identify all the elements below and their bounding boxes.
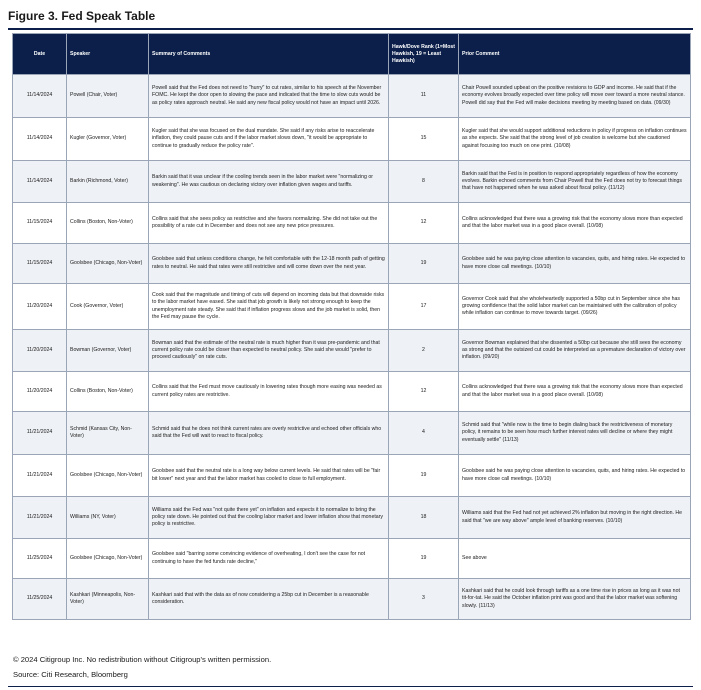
rank-cell: 12: [389, 372, 459, 412]
date-cell: 11/25/2024: [13, 539, 67, 579]
date-cell: 11/20/2024: [13, 372, 67, 412]
table-row: [13, 284, 691, 330]
table-row: [13, 330, 691, 372]
fed-speak-table-wrapper: [12, 33, 690, 620]
rank-cell: 19: [389, 455, 459, 497]
summary-cell: Collins said that the Fed must move cautiously in lowering rates though more easing was needed as current policy rates are restrictive.: [149, 372, 389, 412]
speaker-cell: Kashkari (Minneapolis, Non-Voter): [67, 579, 149, 620]
rank-cell: 11: [389, 75, 459, 118]
date-cell: 11/21/2024: [13, 497, 67, 539]
table-row: [13, 75, 691, 118]
rank-cell: 12: [389, 203, 459, 244]
date-cell: 11/20/2024: [13, 284, 67, 330]
prior-comment-cell: Schmid said that "while now is the time to begin dialing back the restrictiveness of monetary policy, it remains to be seen how much further interest rates will decline or where they might eventually settle" (11/13): [459, 412, 691, 455]
summary-cell: Barkin said that it was unclear if the cooling trends seen in the labor market were "normalizing or weakening". He was cautious on declaring victory over inflation given wages and tariffs.: [149, 161, 389, 203]
col-header-date: Date: [13, 34, 67, 75]
summary-cell: Goolsbee said that the neutral rate is a long way below current levels. He said that rates will be "fair bit lower" next year and that the labor market has cooled to close to full employment.: [149, 455, 389, 497]
fed-speak-table: [12, 33, 691, 620]
summary-cell: Goolsbee said "barring some convincing evidence of overheating, I don't see the case for not continuing to have the fed funds rate decline,": [149, 539, 389, 579]
speaker-cell: Bowman (Governor, Voter): [67, 330, 149, 372]
date-cell: 11/21/2024: [13, 412, 67, 455]
prior-comment-cell: Governor Cook said that she wholeheartedly supported a 50bp cut in September since she has growing confidence that the solid labor market can be maintained with the calibration of policy while inflation can continue to move towards target. (09/26): [459, 284, 691, 330]
summary-cell: Cook said that the magnitude and timing of cuts will depend on incoming data but that downside risks to the labor market have eased. She said that job growth is likely not strong enough to keep the unemployment rate steady. She said that if inflation progress slows and the job market is solid, then the Fed may pause the cycle.: [149, 284, 389, 330]
col-header-speaker: Speaker: [67, 34, 149, 75]
date-cell: 11/15/2024: [13, 244, 67, 284]
summary-cell: Bowman said that the estimate of the neutral rate is much higher than it was pre-pandemic and that current policy rate could be closer than expected to neutral policy. She said she would "prefer to proceed cautiously" on rate cuts.: [149, 330, 389, 372]
table-row: [13, 579, 691, 620]
date-cell: 11/14/2024: [13, 161, 67, 203]
rank-cell: 18: [389, 497, 459, 539]
prior-comment-cell: Kashkari said that he could look through tariffs as a one time rise in prices as long as it was not tit-for-tat. He said the October inflation print was good and that the labor market was softening slowly. (11/13): [459, 579, 691, 620]
prior-comment-cell: Chair Powell sounded upbeat on the positive revisions to GDP and income. He said that if the economy evolves broadly expected over time policy will move over toward a more neutral stance. Powell did say that the Fed will make decisions meeting by meeting based on data. (09/30): [459, 75, 691, 118]
speaker-cell: Collins (Boston, Non-Voter): [67, 372, 149, 412]
prior-comment-cell: Collins acknowledged that there was a growing risk that the economy slows more than expected and that the labor market was in a good place overall. (10/08): [459, 372, 691, 412]
speaker-cell: Collins (Boston, Non-Voter): [67, 203, 149, 244]
date-cell: 11/14/2024: [13, 118, 67, 161]
date-cell: 11/25/2024: [13, 579, 67, 620]
table-row: [13, 161, 691, 203]
prior-comment-cell: Goolsbee said he was paying close attention to vacancies, quits, and hiring rates. He expected to have more close call meetings. (10/10): [459, 455, 691, 497]
prior-comment-cell: Governor Bowman explained that she dissented a 50bp cut because she still sees the economy as strong and that the outsized cut could be interpreted as a premature declaration of victory over inflation. (09/20): [459, 330, 691, 372]
summary-cell: Williams said the Fed was "not quite there yet" on inflation and expects it to normalize to bring the policy rate down. He pointed out that the cooling labor market and lower inflation show that monetary policy is restrictive.: [149, 497, 389, 539]
copyright-notice: © 2024 Citigroup Inc. No redistribution without Citigroup's written permission.: [13, 655, 272, 664]
table-row: [13, 412, 691, 455]
table-row: [13, 497, 691, 539]
col-header-rank: Hawk/Dove Rank (1=Most Hawkish, 19 = Least Hawkish): [389, 34, 459, 75]
rank-cell: 3: [389, 579, 459, 620]
rank-cell: 15: [389, 118, 459, 161]
title-rule: [8, 28, 693, 30]
speaker-cell: Schmid (Kansas City, Non-Voter): [67, 412, 149, 455]
rank-cell: 19: [389, 539, 459, 579]
prior-comment-cell: Barkin said that the Fed is in position to respond appropriately regardless of how the economy evolves. Barkin echoed comments from Chair Powell that the Fed does not try to forecast things that have not happened when he was asked about fiscal policy. (11/12): [459, 161, 691, 203]
table-row: [13, 203, 691, 244]
speaker-cell: Barkin (Richmond, Voter): [67, 161, 149, 203]
prior-comment-cell: Collins acknowledged that there was a growing risk that the economy slows more than expected and that the labor market was in a good place overall. (10/08): [459, 203, 691, 244]
rank-cell: 8: [389, 161, 459, 203]
speaker-cell: Williams (NY, Voter): [67, 497, 149, 539]
col-header-summary: Summary of Comments: [149, 34, 389, 75]
speaker-cell: Goolsbee (Chicago, Non-Voter): [67, 539, 149, 579]
summary-cell: Kashkari said that with the data as of now considering a 25bp cut in December is a reasonable consideration.: [149, 579, 389, 620]
table-row: [13, 372, 691, 412]
speaker-cell: Cook (Governor, Voter): [67, 284, 149, 330]
summary-cell: Powell said that the Fed does not need to "hurry" to cut rates, similar to his speech at the November FOMC. He kept the door open to slowing the pace and indicated that the time to slow cuts would be as policy rates approach neutral. He said any new fiscal policy would not have an impact until 2026.: [149, 75, 389, 118]
bottom-rule: [8, 686, 693, 687]
date-cell: 11/20/2024: [13, 330, 67, 372]
prior-comment-cell: See above: [459, 539, 691, 579]
date-cell: 11/21/2024: [13, 455, 67, 497]
speaker-cell: Powell (Chair, Voter): [67, 75, 149, 118]
rank-cell: 17: [389, 284, 459, 330]
table-row: [13, 244, 691, 284]
rank-cell: 19: [389, 244, 459, 284]
speaker-cell: Goolsbee (Chicago, Non-Voter): [67, 244, 149, 284]
table-row: [13, 539, 691, 579]
source-note: Source: Citi Research, Bloomberg: [13, 670, 128, 679]
prior-comment-cell: Goolsbee said he was paying close attention to vacancies, quits, and hiring rates. He expected to have more close call meetings. (10/10): [459, 244, 691, 284]
summary-cell: Schmid said that he does not think current rates are overly restrictive and echoed other officials who said that the Fed will wait to react to fiscal policy.: [149, 412, 389, 455]
table-header: [13, 34, 691, 75]
speaker-cell: Goolsbee (Chicago, Non-Voter): [67, 455, 149, 497]
table-body: [13, 75, 691, 620]
header-row: [13, 34, 691, 75]
figure-title: Figure 3. Fed Speak Table: [8, 9, 156, 23]
prior-comment-cell: Kugler said that she would support additional reductions in policy if progress on inflation continues as she expects. She said that the strong level of job creation is welcome but she cautioned against focusing too much on one print. (10/08): [459, 118, 691, 161]
summary-cell: Kugler said that she was focused on the dual mandate. She said if any risks arise to reaccelerate inflation, they could pause cuts and if the labor market slows down, "it would be appropriate to continue to gradually reduce the policy rate".: [149, 118, 389, 161]
prior-comment-cell: Williams said that the Fed had not yet achieved 2% inflation but moving in the right direction. He said that "we are way above" ample level of banking reserves. (10/10): [459, 497, 691, 539]
summary-cell: Collins said that she sees policy as restrictive and she favors normalizing. She did not take out the possibility of a rate cut in December and does not see any new price pressures.: [149, 203, 389, 244]
table-row: [13, 455, 691, 497]
date-cell: 11/15/2024: [13, 203, 67, 244]
summary-cell: Goolsbee said that unless conditions change, he felt comfortable with the 12-18 month path of getting rates to neutral. He said that rates were still restrictive and will come down over the next year.: [149, 244, 389, 284]
table-row: [13, 118, 691, 161]
speaker-cell: Kugler (Governor, Voter): [67, 118, 149, 161]
rank-cell: 2: [389, 330, 459, 372]
rank-cell: 4: [389, 412, 459, 455]
date-cell: 11/14/2024: [13, 75, 67, 118]
col-header-prior: Prior Comment: [459, 34, 691, 75]
